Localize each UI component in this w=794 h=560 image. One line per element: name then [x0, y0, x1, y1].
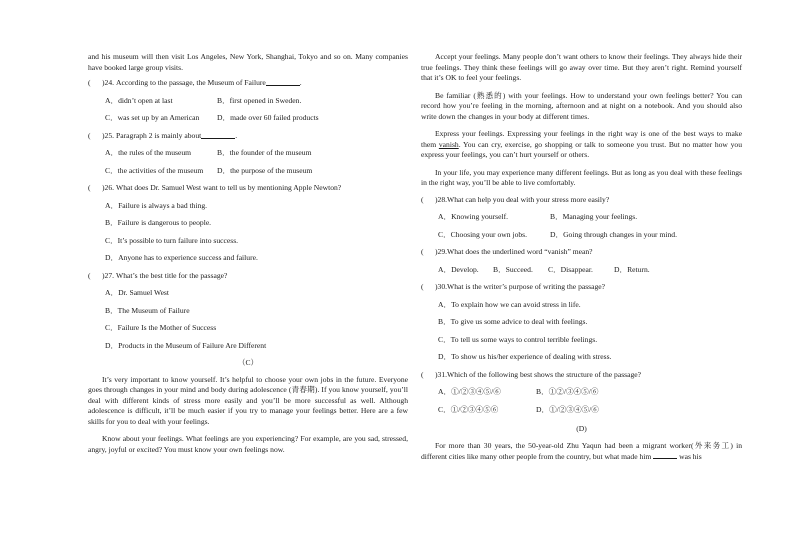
question-25: ( )25. Paragraph 2 is mainly about . — [88, 130, 238, 140]
option-row — [88, 148, 408, 159]
question-number: )26. — [102, 183, 115, 192]
answer-paren[interactable]: ( — [88, 78, 91, 87]
option-c[interactable]: C．Failure Is the Mother of Success — [105, 323, 217, 332]
option-row — [88, 341, 408, 352]
option-a[interactable]: A．①/②③④⑤/⑥ — [438, 387, 501, 396]
question-29 — [421, 247, 742, 258]
passage-b-ending: and his museum will then visit Los Angeles, New York, Shanghai, Tokyo and so on. Many companies have booked large group visits. — [88, 52, 408, 72]
passage-c-paragraph-3: Accept your feelings. Many people don’t want others to know their feelings. They always hide their true feelings. They think these feelings will go away over time. But they aren’t right. Remind yourself that it’s OK to feel your feelings. — [421, 52, 742, 82]
question-28 — [421, 195, 742, 206]
option-b[interactable]: B．①②/③④⑤/⑥ — [536, 387, 599, 396]
option-row — [88, 201, 408, 212]
option-a[interactable]: A．Develop. — [438, 264, 479, 274]
answer-paren[interactable]: ( — [421, 194, 424, 204]
option-row — [88, 306, 408, 317]
question-stem: Which of the following best shows the structure of the passage? — [447, 369, 642, 379]
option-a[interactable]: A．Knowing yourself. — [438, 212, 509, 221]
option-c[interactable]: C．Disappear. — [548, 264, 593, 274]
left-column — [88, 52, 408, 455]
answer-blank — [266, 78, 300, 86]
question-27 — [88, 271, 408, 282]
question-number: )25. — [102, 130, 115, 140]
option-row — [421, 230, 742, 241]
option-row — [421, 387, 742, 398]
option-row — [88, 323, 408, 334]
option-b[interactable]: B．To give us some advice to deal with feelings. — [438, 317, 588, 326]
question-24: ( )24. According to the passage, the Museum of Failure . — [88, 78, 302, 87]
option-c[interactable]: C．It’s possible to turn failure into success. — [105, 235, 239, 245]
option-row — [88, 288, 408, 299]
option-c[interactable]: C．To tell us some ways to control terrible feelings. — [438, 334, 598, 344]
section-heading-c: （C） — [237, 358, 259, 367]
option-row — [421, 405, 742, 416]
option-row — [421, 317, 742, 328]
question-number: )28. — [435, 194, 448, 204]
answer-paren[interactable]: ( — [88, 130, 91, 140]
question-stem: Paragraph 2 is mainly about — [116, 130, 202, 140]
option-row — [421, 212, 742, 223]
section-heading-d: (D) — [576, 424, 587, 433]
answer-blank — [201, 131, 235, 139]
question-stem: According to the passage, the Museum of Failure — [116, 78, 266, 87]
question-number: )29. — [435, 247, 448, 256]
answer-blank — [653, 451, 677, 459]
option-c[interactable]: C．the activities of the museum — [105, 165, 204, 175]
option-row — [88, 113, 408, 124]
question-stem: What does the underlined word “vanish” mean? — [447, 247, 593, 256]
question-stem: What’s the best title for the passage? — [116, 270, 228, 280]
option-b[interactable]: B．the founder of the museum — [217, 148, 312, 157]
option-d[interactable]: D．made over 60 failed products — [217, 113, 319, 122]
question-number: )31. — [435, 369, 448, 379]
underlined-word: vanish — [438, 139, 459, 149]
option-d[interactable]: D．Going through changes in your mind. — [550, 229, 677, 239]
option-d[interactable]: D．Products in the Museum of Failure Are Different — [105, 340, 267, 350]
option-b[interactable]: B．Failure is dangerous to people. — [105, 218, 212, 227]
question-26 — [88, 183, 408, 194]
right-column — [421, 52, 742, 463]
question-number: )24. — [102, 78, 115, 87]
option-b[interactable]: B．first opened in Sweden. — [217, 95, 302, 105]
option-b[interactable]: B．The Museum of Failure — [105, 305, 190, 315]
option-a[interactable]: A．didn’t open at last — [105, 95, 173, 105]
answer-paren[interactable]: ( — [88, 270, 91, 280]
option-b[interactable]: B．Managing your feelings. — [550, 212, 638, 221]
option-row — [421, 300, 742, 311]
option-a[interactable]: A．Dr. Samuel West — [105, 288, 170, 297]
answer-paren[interactable]: ( — [421, 369, 424, 379]
passage-c-paragraph-6: In your life, you may experience many different feelings. But as long as you deal with these feelings in the right way, you’ll be able to live comfortably. — [421, 167, 742, 187]
option-row — [88, 166, 408, 177]
passage-c-paragraph-5: Express your feelings. Expressing your feelings in the right way is one of the best ways to make them vanish. You can cry, exercise, go shopping or talk to someone you trust. But no matter how you express your feelings, you can’t hurt yourself or others. — [421, 129, 742, 159]
option-row — [421, 265, 742, 276]
passage-d-paragraph-1: For more than 30 years, the 50-year-old Zhu Yaqun had been a migrant worker(外来务工) in different cities like many other people from the country, but what made him was his — [421, 440, 742, 461]
question-30 — [421, 282, 742, 293]
option-d[interactable]: D．①/②③④⑤/⑥ — [536, 404, 599, 414]
option-b[interactable]: B．Succeed. — [493, 264, 533, 274]
option-row — [88, 96, 408, 107]
answer-paren[interactable]: ( — [421, 247, 424, 256]
option-d[interactable]: D．Return. — [614, 264, 650, 274]
question-stem: What does Dr. Samuel West want to tell us by mentioning Apple Newton? — [116, 183, 342, 192]
question-number: )27. — [102, 270, 115, 280]
passage-c-paragraph-4: Be familiar (熟悉的) with your feelings. How to understand your own feelings better? You can record how you’re feeling in the morning, afternoon and at night on a notebook. And you should also write down the changes in your body at different times. — [421, 90, 742, 121]
option-d[interactable]: D．To show us his/her experience of dealing with stress. — [438, 352, 612, 361]
option-d[interactable]: D．the purpose of the museum — [217, 165, 313, 175]
option-c[interactable]: C．①/②③④⑤⑥ — [438, 404, 499, 414]
option-row — [421, 335, 742, 346]
passage-c-paragraph-1: It’s very important to know yourself. It’s helpful to choose your own jobs in the future. Everyone goes through changes in your mind and body during adolescence (青春期). If you know yourself, you’ll deal with different kinds of stress more easily and you’ll be more successful as well. Although adolescence is difficult, it’ll be much easier if you try to manage your feelings better. Here are a few skills for you to deal with your feelings. — [88, 374, 408, 426]
passage-c-paragraph-2: Know about your feelings. What feelings are you experiencing? For example, are you sad, stressed, angry, joyful or excited? You must know your own feelings now. — [88, 434, 408, 454]
question-stem: What can help you deal with your stress more easily? — [447, 194, 610, 204]
option-a[interactable]: A．To explain how we can avoid stress in life. — [438, 299, 581, 309]
option-d[interactable]: D．Anyone has to experience success and failure. — [105, 253, 258, 262]
answer-paren[interactable]: ( — [421, 282, 424, 291]
question-number: )30. — [435, 282, 448, 291]
question-stem: What is the writer’s purpose of writing the passage? — [447, 282, 606, 291]
question-31 — [421, 370, 742, 381]
option-row — [88, 253, 408, 264]
option-row — [421, 352, 742, 363]
option-a[interactable]: A．Failure is always a bad thing. — [105, 200, 208, 210]
option-row — [88, 218, 408, 229]
answer-paren[interactable]: ( — [88, 183, 91, 192]
option-a[interactable]: A．the rules of the museum — [105, 148, 192, 157]
option-c[interactable]: C．Choosing your own jobs. — [438, 229, 528, 239]
option-c[interactable]: C．was set up by an American — [105, 113, 200, 122]
option-row — [88, 236, 408, 247]
